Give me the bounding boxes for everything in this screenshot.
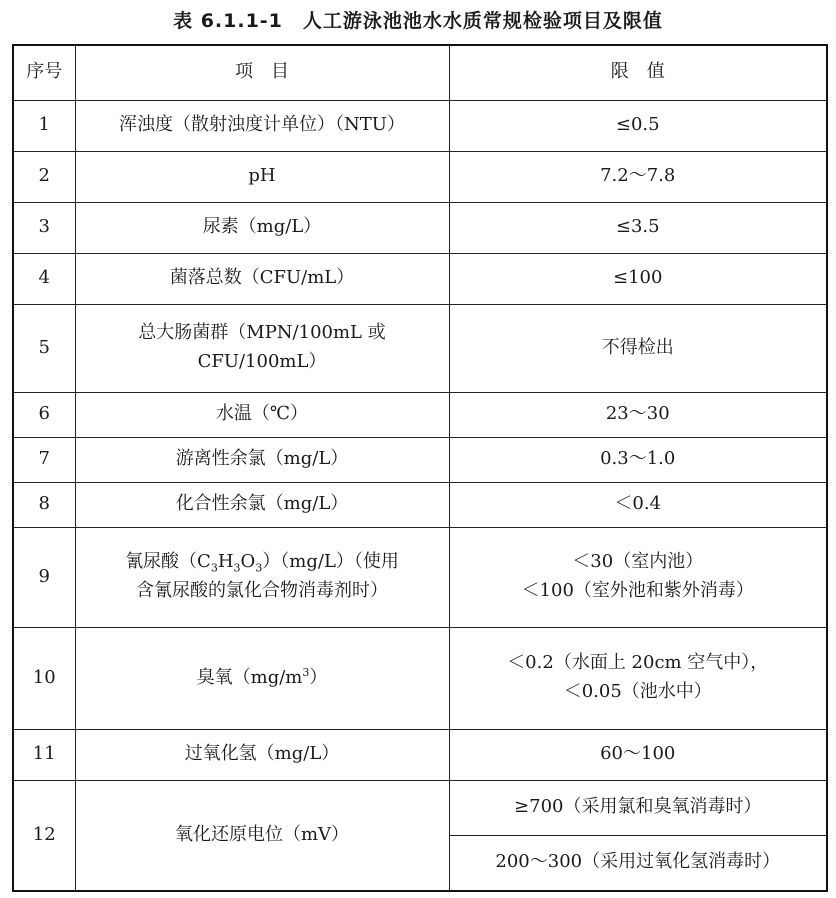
table-row (13, 627, 827, 729)
header-no: 序号 (13, 45, 75, 100)
row-no: 5 (13, 304, 75, 392)
row-limit: 不得检出 (449, 304, 827, 392)
row-item: 游离性余氯（mg/L） (75, 437, 449, 482)
row-limit (449, 627, 827, 729)
row-limit-a: ≥700（采用氯和臭氧消毒时） (449, 780, 827, 835)
table-row (13, 392, 827, 437)
row-no: 6 (13, 392, 75, 437)
row-no: 9 (13, 527, 75, 627)
row-item: 臭氧$(mg/m^3)$ (75, 627, 449, 729)
header-row (13, 45, 827, 100)
table-row (13, 304, 827, 392)
table-row (13, 527, 827, 627)
table-row (13, 482, 827, 527)
row-limit-line1: ＜30（室内池） (572, 551, 704, 573)
row-limit-b: 200～300（采用过氧化氢消毒时） (449, 835, 827, 891)
row-item (75, 304, 449, 392)
row-item-line2: 含氰尿酸的氯化合物消毒剂时） (136, 580, 388, 601)
row-no: 11 (13, 729, 75, 780)
table-row (13, 729, 827, 780)
row-limit-line1: ＜0.2（水面上 20cm 空气中）， (507, 652, 769, 674)
table-row (13, 151, 827, 202)
table-row (13, 780, 827, 835)
row-item: 水温（℃） (75, 392, 449, 437)
row-limit: 23～30 (449, 392, 827, 437)
header-limit: 限 值 (449, 45, 827, 100)
row-item: 氧化还原电位（mV） (75, 780, 449, 891)
row-item: 化合性余氯（mg/L） (75, 482, 449, 527)
row-no: 7 (13, 437, 75, 482)
row-item: pH (75, 151, 449, 202)
row-no: 10 (13, 627, 75, 729)
row-item: 过氧化氢（mg/L） (75, 729, 449, 780)
water-quality-table (12, 44, 828, 892)
table-row (13, 437, 827, 482)
row-no: 8 (13, 482, 75, 527)
row-limit: 60～100 (449, 729, 827, 780)
row-item: 菌落总数（CFU/mL） (75, 253, 449, 304)
row-item-line1: 总大肠菌群（MPN/100mL 或 (138, 322, 386, 344)
row-item: 浑浊度（散射浊度计单位）（NTU） (75, 100, 449, 151)
row-item-line2: CFU/100mL） (197, 351, 327, 372)
row-limit (449, 527, 827, 627)
row-limit: ＜0.4 (449, 482, 827, 527)
table-row (13, 253, 827, 304)
row-no: 12 (13, 780, 75, 891)
row-limit: ≤3.5 (449, 202, 827, 253)
table-row (13, 100, 827, 151)
row-no: 4 (13, 253, 75, 304)
row-item: 尿素（mg/L） (75, 202, 449, 253)
row-item-line1: 氰尿酸$(C_3H_3O_3)(mg/L)$（使用 (125, 551, 399, 575)
table-title: 表 6.1.1-1 人工游泳池池水水质常规检验项目及限值 (173, 10, 663, 32)
row-limit-line2: ＜0.05（池水中） (563, 681, 712, 702)
row-no: 3 (13, 202, 75, 253)
row-no: 2 (13, 151, 75, 202)
row-limit: 7.2～7.8 (449, 151, 827, 202)
row-limit: 0.3～1.0 (449, 437, 827, 482)
row-limit: ≤100 (449, 253, 827, 304)
header-item: 项 目 (75, 45, 449, 100)
table-row (13, 202, 827, 253)
row-item (75, 527, 449, 627)
row-limit-line2: ＜100（室外池和紫外消毒） (521, 580, 754, 601)
row-no: 1 (13, 100, 75, 151)
row-limit: ≤0.5 (449, 100, 827, 151)
